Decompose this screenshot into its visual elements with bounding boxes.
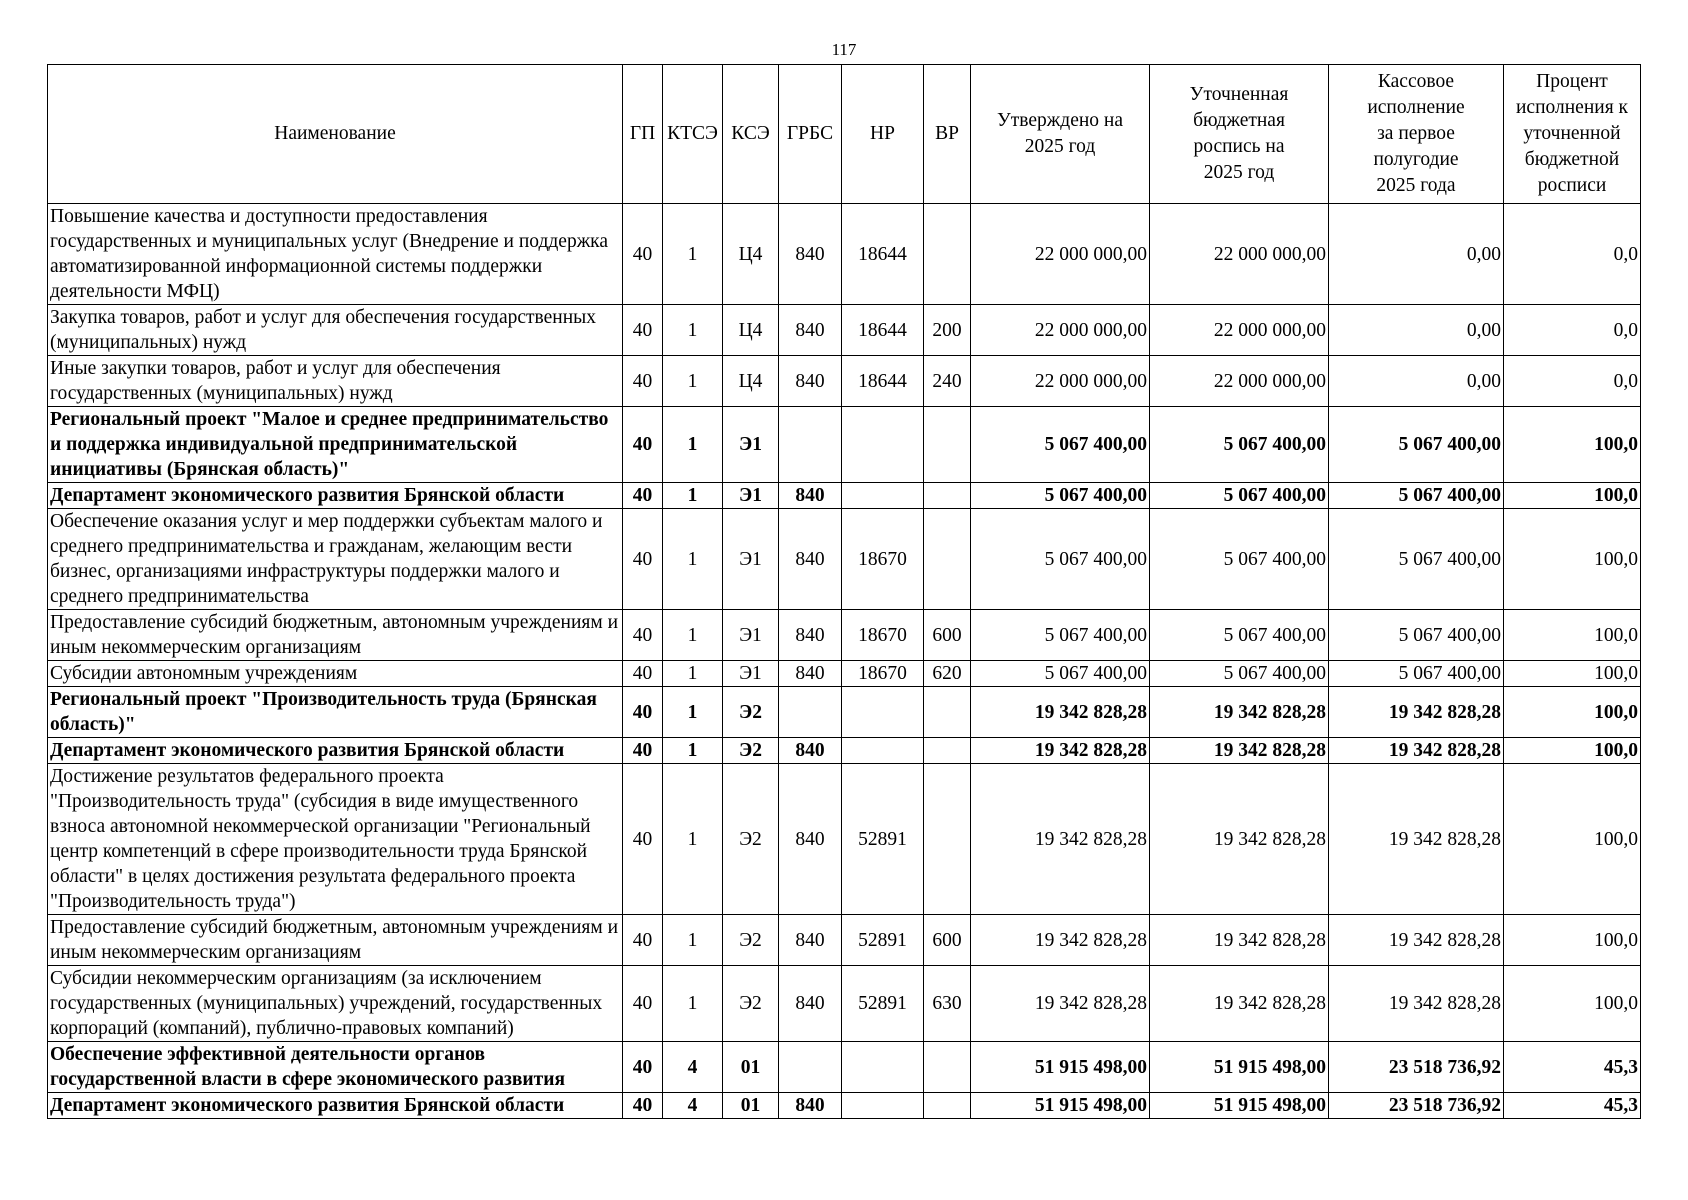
cell-name: Достижение результатов федерального проекта "Производительность труда" (субсидия в виде имущественного взноса автономной некоммерческой организации "Региональный центр компетенций в сфере производительности труда Брянской области" в целях достижения результата федерального проекта "Производительность труда")	[48, 764, 623, 915]
header-cash: Кассовое исполнение за первое полугодие 2025 года	[1329, 65, 1504, 204]
cell-ktse: 1	[663, 966, 723, 1042]
cell-vr	[924, 483, 971, 509]
table-row	[48, 610, 1641, 661]
cell-nr: 18644	[842, 356, 924, 407]
table-row	[48, 661, 1641, 687]
table-row	[48, 738, 1641, 764]
cell-refined: 51 915 498,00	[1150, 1093, 1329, 1119]
cell-name: Обеспечение оказания услуг и мер поддержки субъектам малого и среднего предпринимательства и гражданам, желающим вести бизнес, организациями инфраструктуры поддержки малого и среднего предпринимательства	[48, 509, 623, 610]
cell-gp: 40	[623, 610, 663, 661]
cell-vr: 600	[924, 610, 971, 661]
cell-refined: 19 342 828,28	[1150, 764, 1329, 915]
cell-grbs: 840	[779, 1093, 842, 1119]
cell-cash: 19 342 828,28	[1329, 687, 1504, 738]
cell-vr	[924, 509, 971, 610]
cell-gp: 40	[623, 407, 663, 483]
cell-percent: 0,0	[1504, 356, 1641, 407]
cell-kse: Э1	[723, 407, 779, 483]
cell-gp: 40	[623, 1042, 663, 1093]
cell-approved: 22 000 000,00	[971, 204, 1150, 305]
cell-percent: 100,0	[1504, 687, 1641, 738]
cell-vr	[924, 687, 971, 738]
header-nr: НР	[842, 65, 924, 204]
cell-cash: 19 342 828,28	[1329, 915, 1504, 966]
table-row	[48, 1093, 1641, 1119]
cell-vr	[924, 738, 971, 764]
cell-approved: 5 067 400,00	[971, 407, 1150, 483]
cell-name: Предоставление субсидий бюджетным, автономным учреждениям и иным некоммерческим организациям	[48, 915, 623, 966]
cell-ktse: 1	[663, 764, 723, 915]
cell-vr: 630	[924, 966, 971, 1042]
cell-cash: 19 342 828,28	[1329, 966, 1504, 1042]
table-row	[48, 407, 1641, 483]
cell-gp: 40	[623, 687, 663, 738]
cell-percent: 100,0	[1504, 509, 1641, 610]
header-ktse: КТСЭ	[663, 65, 723, 204]
cell-grbs: 840	[779, 764, 842, 915]
cell-nr: 52891	[842, 915, 924, 966]
cell-approved: 22 000 000,00	[971, 356, 1150, 407]
cell-cash: 23 518 736,92	[1329, 1093, 1504, 1119]
cell-nr	[842, 738, 924, 764]
cell-approved: 5 067 400,00	[971, 661, 1150, 687]
cell-approved: 19 342 828,28	[971, 738, 1150, 764]
cell-approved: 22 000 000,00	[971, 305, 1150, 356]
cell-percent: 45,3	[1504, 1042, 1641, 1093]
cell-grbs	[779, 687, 842, 738]
cell-percent: 100,0	[1504, 738, 1641, 764]
cell-kse: Ц4	[723, 305, 779, 356]
cell-vr	[924, 1093, 971, 1119]
cell-gp: 40	[623, 915, 663, 966]
header-refined: Уточненная бюджетная роспись на 2025 год	[1150, 65, 1329, 204]
cell-kse: Э2	[723, 915, 779, 966]
cell-nr: 18644	[842, 305, 924, 356]
cell-name: Предоставление субсидий бюджетным, автономным учреждениям и иным некоммерческим организациям	[48, 610, 623, 661]
cell-kse: 01	[723, 1042, 779, 1093]
cell-kse: 01	[723, 1093, 779, 1119]
cell-kse: Э2	[723, 764, 779, 915]
cell-refined: 51 915 498,00	[1150, 1042, 1329, 1093]
cell-percent: 100,0	[1504, 483, 1641, 509]
cell-percent: 100,0	[1504, 764, 1641, 915]
budget-execution-table	[47, 64, 1641, 1119]
cell-percent: 100,0	[1504, 407, 1641, 483]
cell-kse: Э1	[723, 509, 779, 610]
cell-nr	[842, 687, 924, 738]
cell-kse: Э1	[723, 610, 779, 661]
cell-nr	[842, 1042, 924, 1093]
cell-cash: 0,00	[1329, 204, 1504, 305]
cell-ktse: 4	[663, 1093, 723, 1119]
table-row	[48, 687, 1641, 738]
cell-grbs: 840	[779, 915, 842, 966]
cell-cash: 0,00	[1329, 305, 1504, 356]
cell-grbs: 840	[779, 738, 842, 764]
cell-ktse: 1	[663, 305, 723, 356]
cell-vr	[924, 204, 971, 305]
cell-refined: 5 067 400,00	[1150, 661, 1329, 687]
cell-ktse: 1	[663, 738, 723, 764]
cell-kse: Ц4	[723, 356, 779, 407]
cell-grbs	[779, 407, 842, 483]
cell-refined: 5 067 400,00	[1150, 407, 1329, 483]
cell-approved: 19 342 828,28	[971, 966, 1150, 1042]
cell-name: Региональный проект "Производительность труда (Брянская область)"	[48, 687, 623, 738]
cell-cash: 5 067 400,00	[1329, 661, 1504, 687]
cell-ktse: 1	[663, 687, 723, 738]
cell-name: Региональный проект "Малое и среднее предпринимательство и поддержка индивидуальной предпринимательской инициативы (Брянская область)"	[48, 407, 623, 483]
cell-kse: Ц4	[723, 204, 779, 305]
cell-gp: 40	[623, 764, 663, 915]
table-body	[48, 204, 1641, 1119]
table-row	[48, 966, 1641, 1042]
cell-nr	[842, 1093, 924, 1119]
cell-kse: Э2	[723, 687, 779, 738]
table-row	[48, 305, 1641, 356]
cell-kse: Э1	[723, 483, 779, 509]
cell-percent: 45,3	[1504, 1093, 1641, 1119]
cell-approved: 51 915 498,00	[971, 1042, 1150, 1093]
cell-name: Закупка товаров, работ и услуг для обеспечения государственных (муниципальных) нужд	[48, 305, 623, 356]
cell-gp: 40	[623, 966, 663, 1042]
cell-percent: 0,0	[1504, 204, 1641, 305]
cell-approved: 19 342 828,28	[971, 687, 1150, 738]
cell-percent: 100,0	[1504, 915, 1641, 966]
header-row	[48, 65, 1641, 204]
cell-kse: Э1	[723, 661, 779, 687]
cell-grbs: 840	[779, 204, 842, 305]
cell-approved: 51 915 498,00	[971, 1093, 1150, 1119]
cell-name: Обеспечение эффективной деятельности органов государственной власти в сфере экономического развития	[48, 1042, 623, 1093]
header-kse: КСЭ	[723, 65, 779, 204]
cell-gp: 40	[623, 1093, 663, 1119]
cell-name: Иные закупки товаров, работ и услуг для обеспечения государственных (муниципальных) нужд	[48, 356, 623, 407]
cell-cash: 19 342 828,28	[1329, 738, 1504, 764]
cell-refined: 5 067 400,00	[1150, 610, 1329, 661]
cell-gp: 40	[623, 305, 663, 356]
cell-percent: 100,0	[1504, 966, 1641, 1042]
cell-vr: 240	[924, 356, 971, 407]
cell-cash: 5 067 400,00	[1329, 407, 1504, 483]
cell-ktse: 4	[663, 1042, 723, 1093]
cell-refined: 19 342 828,28	[1150, 915, 1329, 966]
cell-grbs: 840	[779, 509, 842, 610]
header-percent: Процент исполнения к уточненной бюджетной росписи	[1504, 65, 1641, 204]
cell-ktse: 1	[663, 661, 723, 687]
cell-name: Департамент экономического развития Брянской области	[48, 738, 623, 764]
cell-ktse: 1	[663, 356, 723, 407]
table-row	[48, 915, 1641, 966]
header-gp: ГП	[623, 65, 663, 204]
cell-approved: 5 067 400,00	[971, 610, 1150, 661]
cell-ktse: 1	[663, 407, 723, 483]
cell-nr: 18670	[842, 661, 924, 687]
cell-cash: 19 342 828,28	[1329, 764, 1504, 915]
cell-vr	[924, 764, 971, 915]
cell-grbs: 840	[779, 483, 842, 509]
cell-kse: Э2	[723, 738, 779, 764]
cell-name: Повышение качества и доступности предоставления государственных и муниципальных услуг (Внедрение и поддержка автоматизированной информационной системы поддержки деятельности МФЦ)	[48, 204, 623, 305]
cell-ktse: 1	[663, 204, 723, 305]
cell-nr: 18670	[842, 509, 924, 610]
cell-kse: Э2	[723, 966, 779, 1042]
header-vr: ВР	[924, 65, 971, 204]
cell-ktse: 1	[663, 915, 723, 966]
cell-approved: 19 342 828,28	[971, 915, 1150, 966]
cell-name: Субсидии автономным учреждениям	[48, 661, 623, 687]
table-row	[48, 204, 1641, 305]
cell-vr	[924, 407, 971, 483]
cell-gp: 40	[623, 356, 663, 407]
cell-grbs: 840	[779, 610, 842, 661]
cell-percent: 100,0	[1504, 661, 1641, 687]
cell-cash: 5 067 400,00	[1329, 509, 1504, 610]
cell-ktse: 1	[663, 509, 723, 610]
cell-gp: 40	[623, 738, 663, 764]
page-number: 117	[831, 40, 857, 59]
cell-refined: 19 342 828,28	[1150, 966, 1329, 1042]
cell-nr: 18670	[842, 610, 924, 661]
header-name: Наименование	[48, 65, 623, 204]
header-grbs: ГРБС	[779, 65, 842, 204]
cell-refined: 22 000 000,00	[1150, 204, 1329, 305]
cell-grbs: 840	[779, 966, 842, 1042]
cell-gp: 40	[623, 661, 663, 687]
cell-nr	[842, 407, 924, 483]
cell-name: Субсидии некоммерческим организациям (за исключением государственных (муниципальных) учреждений, государственных корпораций (компаний), публично-правовых компаний)	[48, 966, 623, 1042]
cell-approved: 19 342 828,28	[971, 764, 1150, 915]
cell-cash: 5 067 400,00	[1329, 610, 1504, 661]
cell-ktse: 1	[663, 610, 723, 661]
cell-refined: 5 067 400,00	[1150, 509, 1329, 610]
cell-name: Департамент экономического развития Брянской области	[48, 1093, 623, 1119]
cell-gp: 40	[623, 483, 663, 509]
cell-grbs: 840	[779, 661, 842, 687]
cell-cash: 5 067 400,00	[1329, 483, 1504, 509]
table-row	[48, 1042, 1641, 1093]
cell-grbs: 840	[779, 305, 842, 356]
cell-vr	[924, 1042, 971, 1093]
cell-gp: 40	[623, 509, 663, 610]
cell-vr: 620	[924, 661, 971, 687]
cell-approved: 5 067 400,00	[971, 509, 1150, 610]
cell-refined: 19 342 828,28	[1150, 738, 1329, 764]
cell-vr: 200	[924, 305, 971, 356]
cell-nr: 52891	[842, 966, 924, 1042]
header-approved: Утверждено на 2025 год	[971, 65, 1150, 204]
cell-percent: 0,0	[1504, 305, 1641, 356]
cell-nr	[842, 483, 924, 509]
table-row	[48, 764, 1641, 915]
cell-ktse: 1	[663, 483, 723, 509]
cell-refined: 5 067 400,00	[1150, 483, 1329, 509]
cell-refined: 22 000 000,00	[1150, 305, 1329, 356]
cell-grbs: 840	[779, 356, 842, 407]
cell-nr: 18644	[842, 204, 924, 305]
cell-name: Департамент экономического развития Брянской области	[48, 483, 623, 509]
cell-cash: 23 518 736,92	[1329, 1042, 1504, 1093]
cell-percent: 100,0	[1504, 610, 1641, 661]
cell-refined: 22 000 000,00	[1150, 356, 1329, 407]
cell-refined: 19 342 828,28	[1150, 687, 1329, 738]
table-row	[48, 509, 1641, 610]
cell-grbs	[779, 1042, 842, 1093]
cell-vr: 600	[924, 915, 971, 966]
cell-nr: 52891	[842, 764, 924, 915]
cell-gp: 40	[623, 204, 663, 305]
cell-approved: 5 067 400,00	[971, 483, 1150, 509]
table-row	[48, 483, 1641, 509]
table-row	[48, 356, 1641, 407]
cell-cash: 0,00	[1329, 356, 1504, 407]
